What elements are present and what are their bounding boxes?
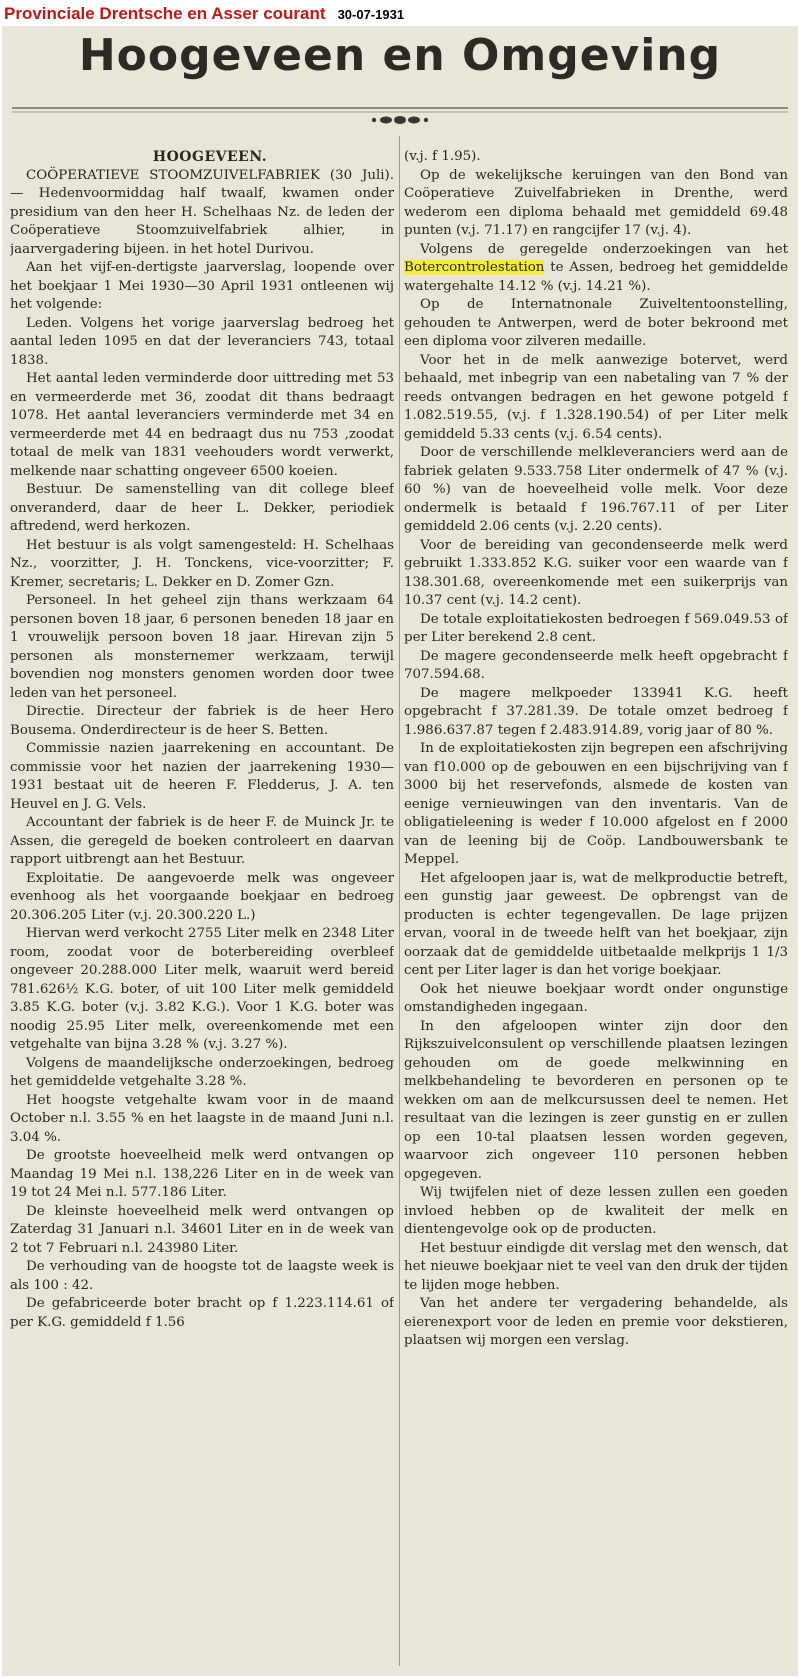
article-paragraph: De magere melkpoeder 133941 K.G. heeft opgebracht f 37.281.39. De totale omzet bedroeg f 1.986.637.87 tegen f 2.483.914.89, vorig jaar of 80 %. [404, 685, 788, 738]
article-paragraph: COÖPERATIEVE STOOMZUIVELFABRIEK (30 Juli). — Hedenvoormiddag half twaalf, kwamen onder presidium van den heer H. Schelhaas Nz. de leden der Coöperatieve Stoomzuivelfabriek alhier, in jaarvergadering bijeen. in het hotel Durivou. [10, 167, 394, 257]
article-paragraph: Aan het vijf-en-dertigste jaarverslag, loopende over het boekjaar 1 Mei 1930—30 April 1931 ontleenen wij het volgende: [10, 260, 394, 312]
article-paragraph: Volgens de maandelijksche onderzoekingen, bedroeg het gemiddelde vetgehalte 3.28 %. [10, 1055, 394, 1089]
article-paragraph-highlighted [404, 241, 788, 297]
article-paragraph: Directie. Directeur der fabriek is de heer Hero Bousema. Onderdirecteur is de heer S. Betten. [10, 704, 394, 738]
newspaper-clipping [2, 26, 798, 1676]
article-paragraph: Het bestuur is als volgt samengesteld: H. Schelhaas Nz., voorzitter, J. H. Tonckens, vice-voorzitter; F. Kremer, secretaris; L. Dekker en D. Zomer Gzn. [10, 537, 394, 590]
article-paragraph: Accountant der fabriek is de heer F. de Muinck Jr. te Assen, die geregeld de boeken controleert en daarvan rapport uitbrengt aan het Bestuur. [10, 815, 394, 867]
article-paragraph: Personeel. In het geheel zijn thans werkzaam 64 personen boven 18 jaar, 6 personen beneden 18 jaar en 1 vrouwelijk persoon boven 18 jaar. Hirevan zijn 5 personen als monsternemer werkzaam, terwijl bovendien nog monsters genomen worden door twee leden van het personeel. [10, 593, 394, 701]
article-paragraph-continued: (v.j. f 1.95). [404, 149, 481, 164]
article-paragraph: Commissie nazien jaarrekening en accountant. De commissie voor het nazien der jaarrekening 1930—1931 bestaat uit de heeren F. Fledderus, J. A. ten Heuvel en J. G. Vels. [10, 741, 394, 812]
article-paragraph: Het aantal leden verminderde door uittreding met 53 en vermeerderde met 36, zoodat dit thans bedraagt 1078. Het aantal leveranciers verminderde met 34 en vermeerderde met 44 en bedraagt dus nu 753 ,zoodat totaal de melk van 1831 veehouders wordt verwerkt, melkende naar schatting ongeveer 6500 koeien. [10, 371, 394, 479]
article-paragraph: Leden. Volgens het vorige jaarverslag bedroeg het aantal leden 1095 en dat der leveranciers 743, totaal 1838. [10, 315, 394, 368]
text-segment: te Assen, bedroeg het gemiddelde watergehalte 14.12 % (v.j. 14.21 %). [404, 260, 788, 294]
article-paragraph: De magere gecondenseerde melk heeft opgebracht f 707.594.68. [404, 648, 788, 682]
article-paragraph: Wij twijfelen niet of deze lessen zullen een goeden invloed hebben op de kwaliteit der melk en dientengevolge ook op de producten. [404, 1185, 788, 1237]
article-paragraph: Voor het in de melk aanwezige botervet, werd behaald, met inbegrip van een nabetaling van 7 % der reeds ontvangen bedragen en het gewone potgeld f 1.082.519.55, (v.j. f 1.328.190.54) of per Liter melk gemiddeld 5.33 cents (v.j. 6.54 cents). [404, 352, 788, 442]
article-paragraph: Van het andere ter vergadering behandelde, als eierenexport voor de leden en premie voor dekstieren, plaatsen wij morgen een verslag. [404, 1296, 788, 1348]
article-paragraph: Op de Internatnonale Zuiveltentoonstelling, gehouden te Antwerpen, werd de boter bekroond met een diploma voor zilveren medaille. [404, 297, 788, 349]
article-paragraph: Bestuur. De samenstelling van dit college bleef onveranderd, daar de heer L. Dekker, periodiek aftredend, werd herkozen. [10, 482, 394, 534]
article-paragraph: Het hoogste vetgehalte kwam voor in de maand October n.l. 3.55 % en het laagste in de maand Juni n.l. 3.04 %. [10, 1092, 394, 1145]
text-segment: Volgens de geregelde onderzoekingen van het [420, 241, 788, 257]
article-paragraph: Hiervan werd verkocht 2755 Liter melk en 2348 Liter room, zoodat voor de boterbereiding overbleef ongeveer 20.288.000 Liter melk, waaruit werd bereid 781.626½ K.G. boter, of uit 100 Liter melk gemiddeld 3.85 K.G. boter (v.j. 3.82 K.G.). Voor 1 K.G. boter was noodig 25.95 Liter melk, overeenkomende met een vetgehalte van bijna 3.28 % (v.j. 3.27 %). [10, 926, 394, 1052]
ornament-divider [2, 98, 798, 128]
article-paragraph: Exploitatie. De aangevoerde melk was ongeveer evenhoog als het voorgaande boekjaar en bedroeg 20.306.205 Liter (v.j. 20.300.220 L.) [10, 870, 394, 923]
article-column-right [404, 148, 788, 1668]
article-headline: Hoogeveen en Omgeving [78, 30, 722, 81]
article-paragraph: In de exploitatiekosten zijn begrepen een afschrijving van f10.000 op de gebouwen en een bijschrijving van f 3000 bij het reservefonds, alsmede de kosten van eenige vernieuwingen van den inventaris. Van de obligatieleening is weder f 10.000 afgelost en f 2000 van de leening bij de Coöp. Landbouwersbank te Meppel. [404, 741, 788, 867]
column-rule [399, 136, 400, 1666]
article-paragraph: Voor de bereiding van gecondenseerde melk werd gebruikt 1.333.852 K.G. suiker voor een waarde van f 138.301.68, overeenkomende met een suikerprijs van 10.37 cent (v.j. 14.2 cent). [404, 537, 788, 608]
article-paragraph: Het afgeloopen jaar is, wat de melkproductie betreft, een gunstig jaar geweest. De opbrengst van de producten is echter tegengevallen. De lage prijzen ervan, vooral in de tweede helft van het boekjaar, zijn oorzaak dat de gemiddelde uitbetaalde melkprijs 1 1/3 cent per Liter lager is dan het vorige boekjaar. [404, 870, 788, 978]
article-paragraph: Het bestuur eindigde dit verslag met den wensch, dat het nieuwe boekjaar niet te veel van den druk der tijden te lijden moge hebben. [404, 1240, 788, 1293]
dateline-place: HOOGEVEEN. [152, 149, 268, 165]
article-paragraph: In den afgeloopen winter zijn door den Rijkszuivelconsulent op verschillende plaatsen lezingen gehouden om de goede melkwinning en melkbehandeling te bevorderen en personen op te wekken om aan de melkcursussen deel te nemen. Het resultaat van die lezingen is zeer gunstig en er zullen op een 10-tal plaatsen lessen worden gegeven, waarvoor zich ongeveer 110 personen hebben opgegeven. [404, 1018, 788, 1182]
article-paragraph: De totale exploitatiekosten bedroegen f 569.049.53 of per Liter berekend 2.8 cent. [404, 611, 788, 645]
article-paragraph: De grootste hoeveelheid melk werd ontvangen op Maandag 19 Mei n.l. 138,226 Liter en in de week van 19 tot 24 Mei n.l. 577.186 Liter. [10, 1148, 394, 1200]
newspaper-name: Provinciale Drentsche en Asser courant [4, 4, 326, 23]
article-paragraph: De verhouding van de hoogste tot de laagste week is als 100 : 42. [10, 1259, 394, 1293]
article-paragraph: Op de wekelijksche keruingen van den Bond van Coöperatieve Zuivelfabrieken in Drenthe, werd wederom een diploma behaald met gemiddeld 69.48 punten (v.j. 71.17) en rangcijfer 17 (v.j. 4). [404, 167, 788, 238]
highlighted-term: Botercontrolestation [404, 260, 545, 275]
article-paragraph: Door de verschillende melkleveranciers werd aan de fabriek gelaten 9.533.758 Liter ondermelk of 47 % (v.j. 60 %) van de hoeveelheid volle melk. Voor deze ondermelk is betaald f 196.767.11 of per Liter gemiddeld 2.06 cents (v.j. 2.20 cents). [404, 445, 788, 534]
article-paragraph: De gefabriceerde boter bracht op f 1.223.114.61 of per K.G. gemiddeld f 1.56 [10, 1296, 394, 1330]
clipping-header [0, 0, 800, 28]
publication-date: 30-07-1931 [337, 6, 405, 22]
article-column-left [10, 148, 394, 1668]
article-paragraph: Ook het nieuwe boekjaar wordt onder ongunstige omstandigheden ingegaan. [404, 981, 788, 1015]
article-paragraph: De kleinste hoeveelheid melk werd ontvangen op Zaterdag 31 Januari n.l. 34601 Liter en in de week van 2 tot 7 Februari n.l. 243980 Liter. [10, 1203, 394, 1256]
